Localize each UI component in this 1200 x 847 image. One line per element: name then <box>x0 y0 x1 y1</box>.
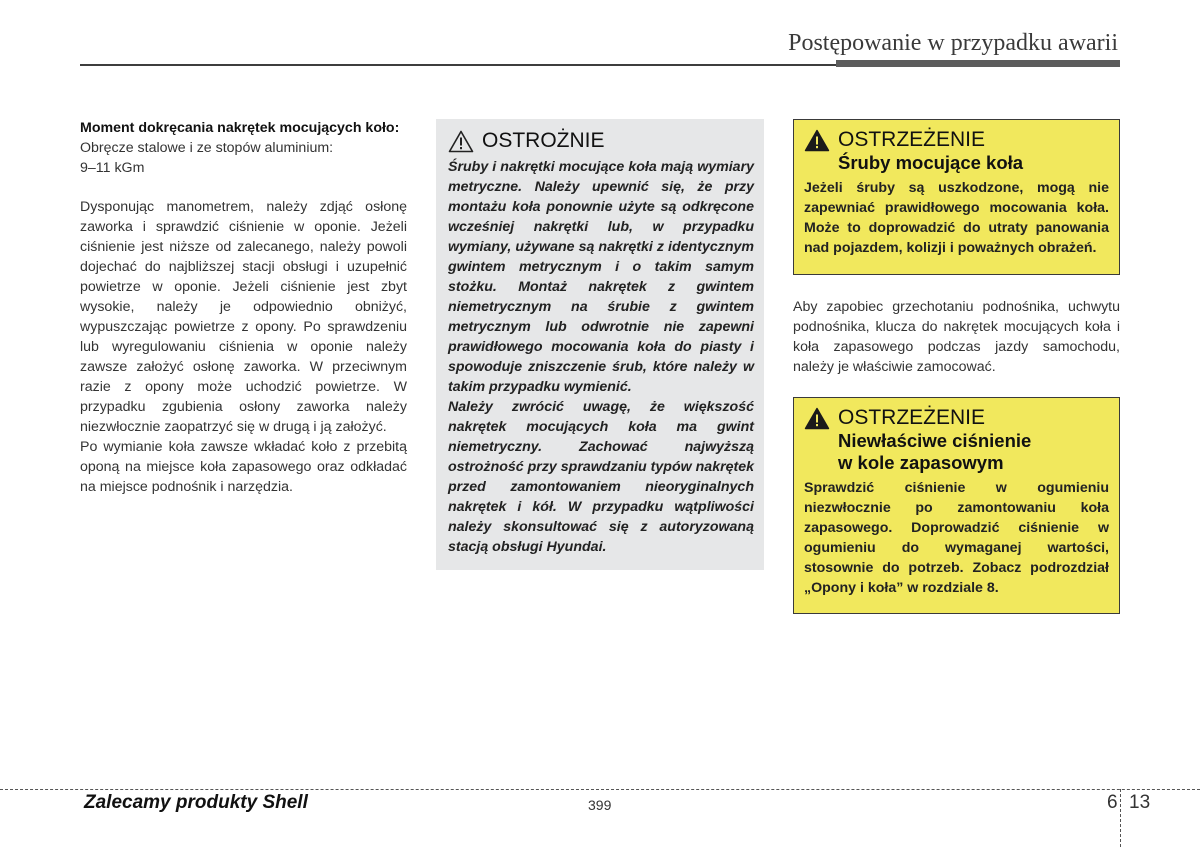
warning-subtitle-line-2: w kole zapasowym <box>838 452 1004 473</box>
warning-box-spare-pressure <box>793 397 1120 614</box>
torque-spec-value: 9–11 kGm <box>80 160 145 176</box>
chapter-page-number: 13 <box>1129 792 1151 813</box>
caution-paragraph-2: Należy zwrócić uwagę, że większość nakrętek mocujących koła ma gwint niemetryczny. Zachować najwyższą ostrożność przy sprawdzaniu typów nakrętek przed zamontowaniem nieoryginalnych nakrętek i kół. W przypadku wątpliwości należy skonsultować się z autoryzowaną stacją obsługi Hyundai. <box>448 399 754 555</box>
header-rule-accent <box>836 60 1120 67</box>
caution-title-row <box>448 129 754 153</box>
warning-title: OSTRZEŻENIE <box>838 406 986 429</box>
footer-rule <box>0 789 1200 790</box>
caution-box <box>436 119 764 570</box>
warning-box-wheel-bolts <box>793 119 1120 275</box>
warning-triangle-outline-icon <box>448 130 474 153</box>
footer-slogan: Zalecamy produkty Shell <box>84 792 308 813</box>
caution-paragraph-1: Śruby i nakrętki mocujące koła mają wymiary metryczne. Należy upewnić się, że przy montażu koła ponownie użyte są odkręcone wcześniej nakrętki lub, w przypadku wymiany, używane są nakrętki z identycznym gwintem metrycznym i o takim samym stożku. Montaż nakrętek z gwintem niemetrycznym na śrubie z gwintem metrycznym lub odwrotnie nie zapewni prawidłowego mocowania koła do piasty i spowoduje zniszczenie śrub, które należy w takim przypadku wymienić. <box>448 159 754 395</box>
warning-title-row <box>804 128 1109 152</box>
warning-text: Jeżeli śruby są uszkodzone, mogą nie zapewniać prawidłowego mocowania koła. Może to doprowadzić do utraty panowania nad pojazdem, kolizji i poważnych obrażeń. <box>804 180 1109 256</box>
left-column <box>80 118 407 497</box>
warning-triangle-filled-icon <box>804 129 830 152</box>
page-number: 399 <box>588 797 612 813</box>
warning-triangle-filled-icon <box>804 407 830 430</box>
wheel-storage-paragraph: Po wymianie koła zawsze wkładać koło z przebitą oponą na miejsce koła zapasowego oraz odkładać na miejsce podnośnik i narzędzia. <box>80 439 407 495</box>
chapter-number: 6 <box>1107 792 1118 813</box>
page-header-title: Postępowanie w przypadku awarii <box>788 30 1118 56</box>
pressure-paragraph: Dysponując manometrem, należy zdjąć osłonę zaworka i sprawdzić ciśnienie w oponie. Jeżeli ciśnienie jest niższe od zalecanego, należy powoli dojechać do najbliższej stacji obsługi i uzupełnić powietrze w oponie. Jeżeli ciśnienie jest zbyt wysokie, należy je odpowiednio obniżyć, wypuszczając powietrze z opony. Po sprawdzeniu lub wyregulowaniu ciśnienia w oponie należy zawsze założyć osłonę zaworka. W przeciwnym razie z opony może uchodzić powietrze. W przypadku zgubienia osłony zaworka należy niezwłocznie zaopatrzyć się w drugą i ją założyć. <box>80 199 407 435</box>
torque-spec-label: Obręcze stalowe i ze stopów aluminium: <box>80 140 334 156</box>
footer-divider <box>1120 789 1121 847</box>
caution-title: OSTROŻNIE <box>482 129 605 152</box>
warning-title: OSTRZEŻENIE <box>838 128 986 151</box>
warning-subtitle: Śruby mocujące koła <box>838 152 1024 173</box>
jack-storage-paragraph: Aby zapobiec grzechotaniu podnośnika, uchwytu podnośnika, klucza do nakrętek mocujących koła i koła zapasowego podczas jazdy samochodu, należy je właściwie zamocować. <box>793 299 1120 375</box>
warning-text: Sprawdzić ciśnienie w ogumieniu niezwłocznie po zamontowaniu koła zapasowego. Doprowadzić ciśnienie w ogumieniu do wymaganej wartości, stosownie do potrzeb. Zobacz podrozdział „Opony i koła” w rozdziale 8. <box>804 480 1109 596</box>
warning-subtitle-line-1: Niewłaściwe ciśnienie <box>838 430 1032 451</box>
warning-title-row <box>804 406 1109 430</box>
torque-heading: Moment dokręcania nakrętek mocujących koło: <box>80 120 400 136</box>
